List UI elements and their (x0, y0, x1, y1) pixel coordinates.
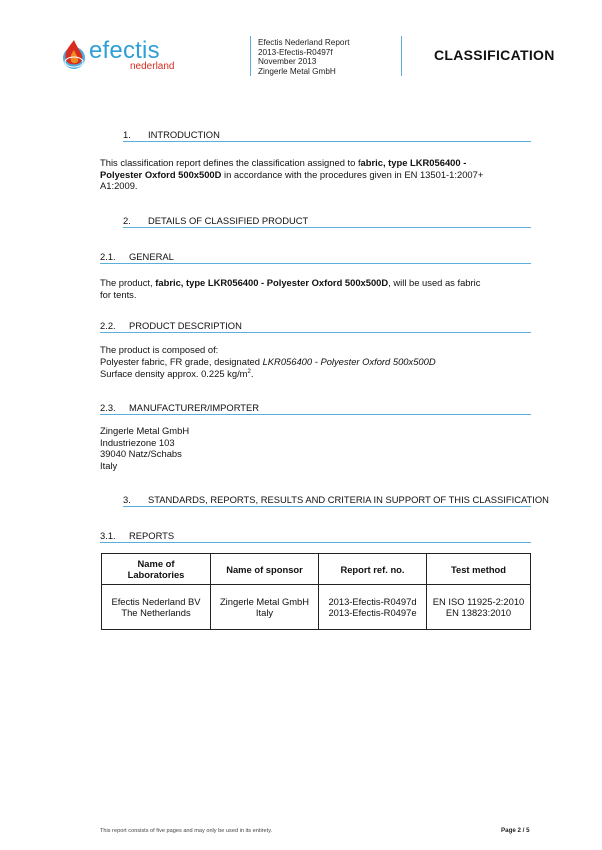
page-title: CLASSIFICATION (434, 47, 555, 63)
header-line: Name of sponsor (226, 563, 303, 575)
section-title: DETAILS OF CLASSIFIED PRODUCT (148, 215, 309, 226)
report-info-line: November 2013 (258, 57, 317, 67)
cell-line: 2013-Efectis-R0497e (328, 607, 417, 618)
report-info-line: Zingerle Metal GmbH (258, 66, 336, 76)
section-heading (123, 129, 220, 140)
section-number: 2. (123, 215, 131, 226)
section-number: 3. (123, 494, 131, 505)
superscript: 2 (247, 369, 251, 376)
bold-run: fabric, type LKR056400 - Polyester Oxford 500x500D (155, 277, 389, 288)
header-line: Laboratories (127, 569, 185, 580)
subsection-heading (100, 320, 242, 331)
heading-rule (100, 332, 531, 333)
section-heading (123, 494, 549, 505)
page-number: Page 2 / 5 (501, 827, 530, 834)
subsection-heading (100, 402, 259, 413)
heading-rule (100, 263, 531, 264)
heading-rule (100, 542, 531, 543)
heading-rule (123, 141, 531, 142)
table-header (211, 554, 319, 585)
manufacturer-address (100, 425, 532, 471)
general-paragraph (100, 277, 532, 300)
section-number: 1. (123, 129, 131, 140)
subsection-number: 2.3. (100, 402, 116, 413)
table-cell (211, 585, 319, 630)
report-info (258, 38, 349, 76)
text-run: Surface density approx. 0.225 kg/m (100, 368, 248, 380)
logo-wordmark: efectis (89, 37, 160, 64)
table-header (427, 554, 531, 585)
header-line: Report ref. no. (340, 563, 405, 575)
subsection-title: REPORTS (129, 530, 175, 541)
section-title: INTRODUCTION (148, 129, 220, 140)
text-run: for tents. (100, 288, 137, 300)
table-cell (102, 585, 211, 630)
text-run: . (250, 368, 254, 380)
report-info-line: 2013-Efectis-R0497f (258, 47, 333, 57)
cell-line: The Netherlands (121, 607, 191, 618)
subsection-number: 3.1. (100, 530, 116, 541)
reports-table (101, 553, 531, 630)
cell-line: Efectis Nederland BV (111, 596, 201, 607)
address-line: Industriezone 103 (100, 436, 175, 448)
flame-globe-icon (58, 36, 90, 72)
subsection-title: MANUFACTURER/IMPORTER (129, 402, 260, 413)
bold-run: abric, type LKR056400 - (360, 157, 467, 168)
text-run: , will be used as fabric (388, 277, 481, 288)
text-run: The product is composed of: (100, 344, 219, 355)
cell-line: 2013-Efectis-R0497d (328, 596, 417, 607)
address-line: 39040 Natz/Schabs (100, 448, 182, 460)
footer-note: This report consists of five pages and may only be used in its entirety. (100, 828, 273, 834)
header-divider (250, 36, 251, 76)
cell-line: EN 13823:2010 (445, 607, 512, 618)
text-run: This classification report defines the classification assigned to f (100, 157, 361, 168)
efectis-logo (58, 36, 188, 76)
heading-rule (123, 506, 531, 507)
address-line: Italy (100, 459, 118, 471)
heading-rule (100, 414, 531, 415)
introduction-paragraph (100, 157, 532, 192)
table-row (102, 585, 531, 630)
heading-rule (123, 227, 531, 228)
subsection-heading (100, 251, 174, 262)
table-cell (427, 585, 531, 630)
description-paragraph (100, 344, 532, 380)
bold-run: Polyester Oxford 500x500D (100, 168, 222, 180)
header-divider (401, 36, 402, 76)
header-line: Test method (450, 563, 507, 575)
text-run: Polyester fabric, FR grade, designated (100, 355, 263, 367)
cell-line: Zingerle Metal GmbH (219, 596, 310, 607)
subsection-heading (100, 530, 174, 541)
subsection-title: PRODUCT DESCRIPTION (129, 320, 242, 331)
section-title: STANDARDS, REPORTS, RESULTS AND CRITERIA IN SUPPORT OF THIS CLASSIFICATION (148, 494, 549, 505)
address-line: Zingerle Metal GmbH (100, 425, 190, 436)
table-header-row (102, 554, 531, 585)
header-line: Name of (137, 558, 175, 569)
subsection-number: 2.1. (100, 251, 116, 262)
section-heading (123, 215, 308, 226)
report-info-line: Efectis Nederland Report (258, 38, 350, 47)
text-run: The product, (100, 277, 156, 288)
table-header (319, 554, 427, 585)
table-cell (319, 585, 427, 630)
subsection-title: GENERAL (129, 251, 174, 262)
text-run: in accordance with the procedures given in EN 13501-1:2007+ (221, 168, 484, 180)
cell-line: EN ISO 11925-2:2010 (432, 596, 525, 607)
italic-run: LKR056400 - Polyester Oxford 500x500D (262, 355, 436, 367)
subsection-number: 2.2. (100, 320, 116, 331)
cell-line: Italy (255, 607, 274, 618)
table-header (102, 554, 211, 585)
text-run: A1:2009. (100, 180, 138, 192)
logo-subtitle: nederland (130, 61, 175, 72)
